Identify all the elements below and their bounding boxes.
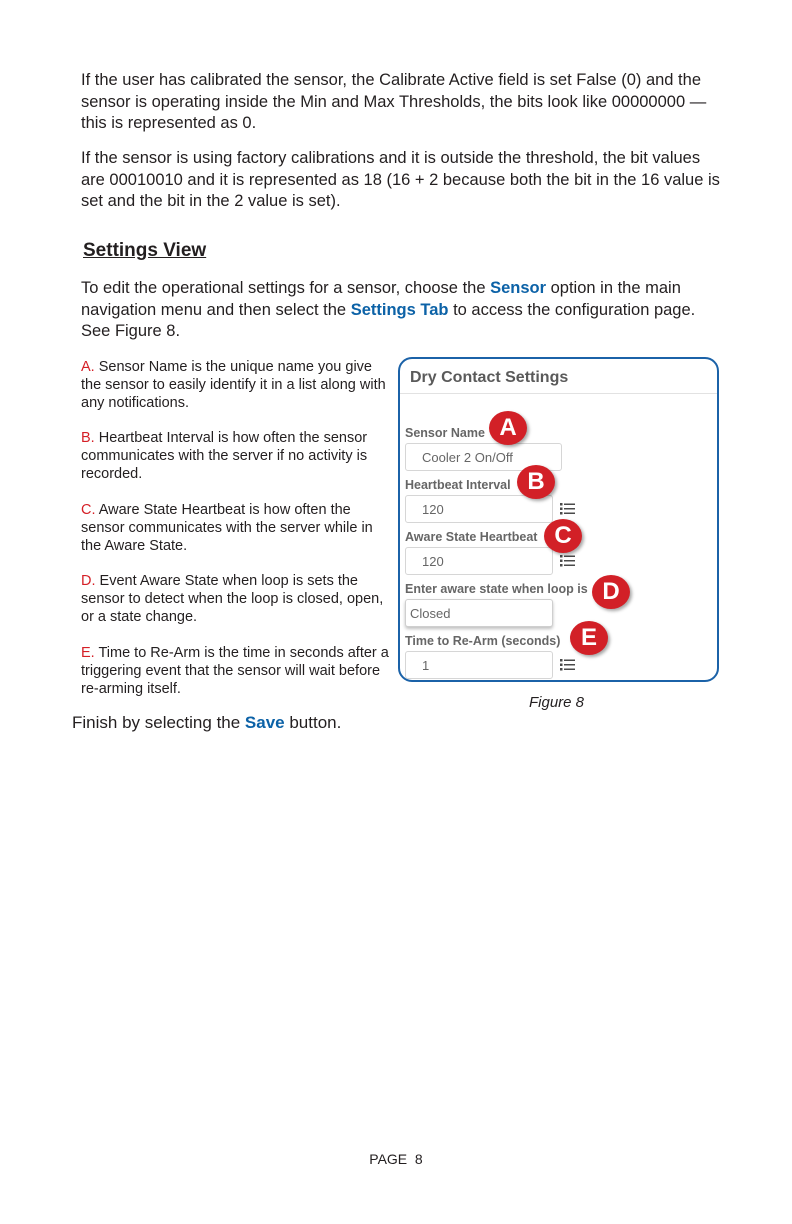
time-to-rearm-label: Time to Re-Arm (seconds) <box>405 634 561 648</box>
settings-tab-link: Settings Tab <box>350 300 449 319</box>
list-text: Heartbeat Interval is how often the sensor communicates with the server if no activity is recorded. <box>81 430 368 482</box>
paragraph-text: option in the main navigation menu and then select the <box>81 279 681 319</box>
aware-state-loop-select[interactable]: Closed <box>405 599 553 627</box>
list-item-a <box>81 358 391 412</box>
intro-paragraph-1: If the user has calibrated the sensor, the Calibrate Active field is set False (0) and the sensor is operating inside the Min and Max Thresholds, the bits look like 00000000 — this is represented as 0. <box>81 71 707 132</box>
aware-state-heartbeat-label: Aware State Heartbeat <box>405 530 538 544</box>
list-item-c <box>81 501 391 555</box>
aware-state-heartbeat-input[interactable]: 120 <box>405 547 553 575</box>
figure-title: Dry Contact Settings <box>410 369 569 386</box>
finish-text: Finish by selecting the <box>72 713 245 732</box>
dry-contact-settings-figure <box>398 357 719 682</box>
list-letter: B. <box>81 430 95 446</box>
list-letter: E. <box>81 645 95 661</box>
list-icon[interactable] <box>560 659 575 671</box>
settings-view-paragraph <box>81 278 721 343</box>
callout-badge-d: D <box>592 575 630 609</box>
list-letter: A. <box>81 359 95 375</box>
settings-view-heading: Settings View <box>83 240 207 261</box>
list-item-e <box>81 644 391 698</box>
list-text: Time to Re-Arm is the time in seconds after a triggering event that the sensor will wait before re-arming itself. <box>81 645 389 697</box>
list-text: Aware State Heartbeat is how often the sensor communicates with the server while in the Aware State. <box>81 502 373 554</box>
figure-divider <box>400 393 717 394</box>
heartbeat-interval-input[interactable]: 120 <box>405 495 553 523</box>
time-to-rearm-input[interactable]: 1 <box>405 651 553 679</box>
callout-badge-c: C <box>544 519 582 553</box>
finish-text: button. <box>284 713 342 732</box>
list-text: Sensor Name is the unique name you give the sensor to easily identify it in a list along with any notifications. <box>81 359 386 411</box>
sensor-name-label: Sensor Name <box>405 426 485 440</box>
list-letter: D. <box>81 573 96 589</box>
callout-badge-e: E <box>570 621 608 655</box>
sensor-name-input[interactable]: Cooler 2 On/Off <box>405 443 562 471</box>
intro-paragraph-2: If the sensor is using factory calibrations and it is outside the threshold, the bit values are 00010010 and it is represented as 18 (16 + 2 because both the bit in the 16 value is set and the bit in the 2 value is set). <box>81 149 720 210</box>
aware-state-loop-label: Enter aware state when loop is <box>405 582 588 596</box>
list-icon[interactable] <box>560 503 575 515</box>
heartbeat-interval-label: Heartbeat Interval <box>405 478 511 492</box>
list-icon[interactable] <box>560 555 575 567</box>
callout-badge-b: B <box>517 465 555 499</box>
sensor-link: Sensor <box>490 279 547 297</box>
list-item-d <box>81 572 391 626</box>
page-number: PAGE 8 <box>369 1151 423 1167</box>
list-text: Event Aware State when loop is sets the sensor to detect when the loop is closed, open, or a state change. <box>81 573 384 625</box>
list-letter: C. <box>81 502 96 518</box>
finish-instruction <box>72 713 341 733</box>
list-item-b <box>81 429 391 483</box>
save-link: Save <box>244 713 285 732</box>
paragraph-text: to access the configuration page. See Figure 8. <box>81 300 696 340</box>
callout-badge-a: A <box>489 411 527 445</box>
figure-caption: Figure 8 <box>529 694 585 711</box>
paragraph-text: To edit the operational settings for a sensor, choose the <box>81 279 491 297</box>
